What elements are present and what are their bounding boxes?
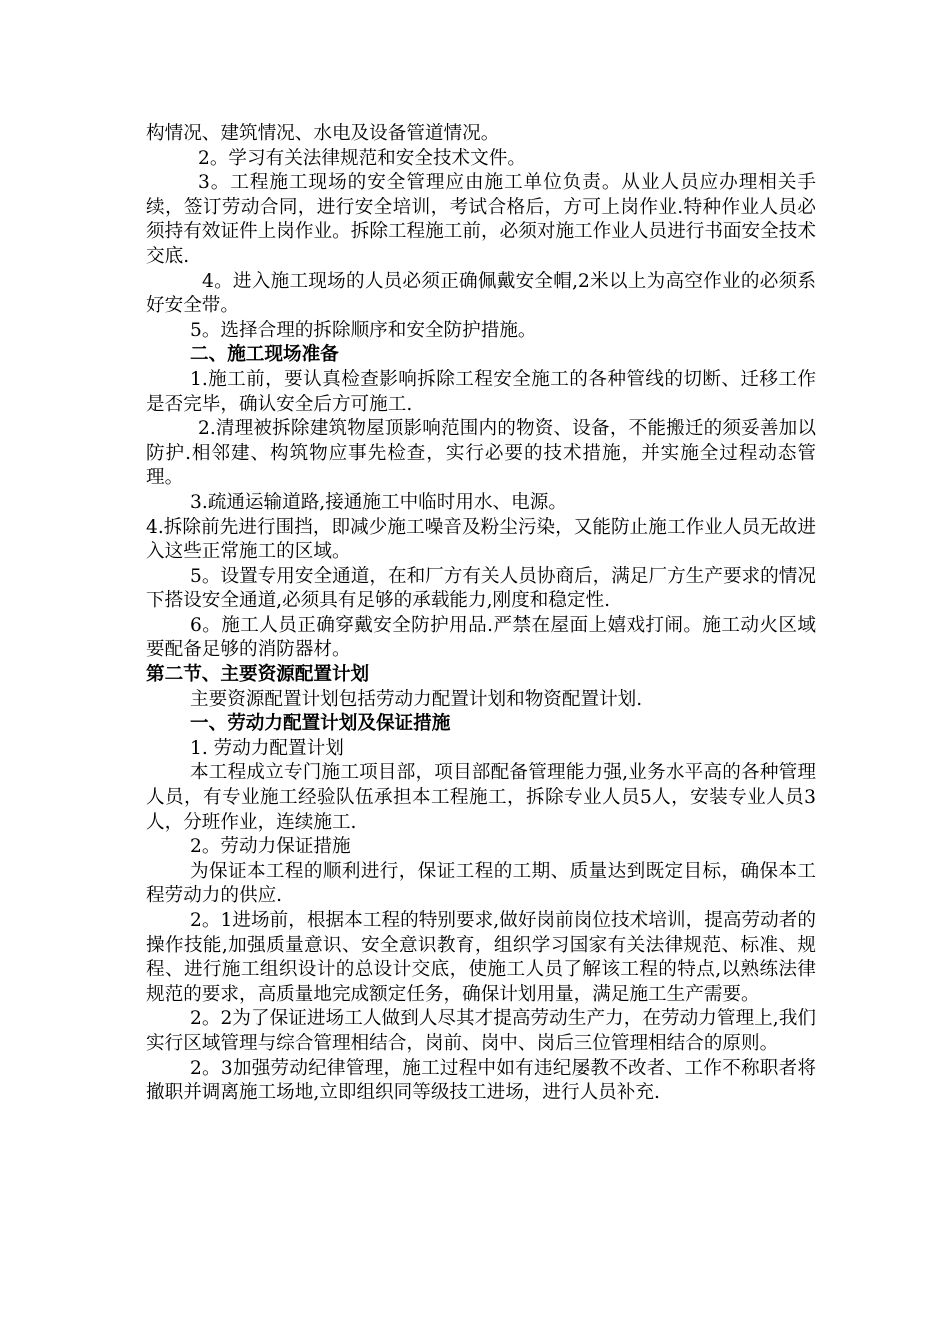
paragraph-2: 2。学习有关法律规范和安全技术文件。 <box>198 147 526 169</box>
paragraph-15: 2。劳动力保证措施 <box>190 836 351 858</box>
paragraph-17: 2。1进场前，根据本工程的特别要求,做好岗前岗位技术培训，提高劳动者的操作技能,加强质量意识、安全意识教育，组织学习国家有关法律规范、标准、规程、进行施工组织设计的总设计交底，使施工人员了解该工程的特点,以熟练法律规范的要求，高质量地完成额定任务，确保计划用量，满足施工生产需要。 <box>146 910 816 1005</box>
paragraph-18: 2。2为了保证进场工人做到人尽其才提高劳动生产力，在劳动力管理上,我们实行区域管理与综合管理相结合，岗前、岗中、岗后三位管理相结合的原则。 <box>146 1008 816 1054</box>
paragraph-13: 1. 劳动力配置计划 <box>190 737 344 759</box>
paragraph-14: 本工程成立专门施工项目部，项目部配备管理能力强,业务水平高的各种管理人员，有专业施工经验队伍承担本工程施工，拆除专业人员5人，安装专业人员3人，分班作业，连续施工. <box>146 762 816 833</box>
section-heading-labor-plan: 一、劳动力配置计划及保证措施 <box>190 713 451 735</box>
paragraph-4: 4。进入施工现场的人员必须正确佩戴安全帽,2米以上为高空作业的必须系好安全带。 <box>146 270 816 317</box>
chapter-heading-resource-plan: 第二节、主要资源配置计划 <box>146 664 370 686</box>
paragraph-3: 3。工程施工现场的安全管理应由施工单位负责。从业人员应办理相关手续，签订劳动合同，进行安全培训，考试合格后，方可上岗作业.特种作业人员必须持有效证件上岗作业。拆除工程施工前，必须对施工作业人员进行书面安全技术交底. <box>146 172 816 267</box>
paragraph-7: 2.清理被拆除建筑物屋顶影响范围内的物资、设备，不能搬迁的须妥善加以防护.相邻建、构筑物应事先检查，实行必要的技术措施，并实施全过程动态管理。 <box>146 418 816 489</box>
paragraph-1: 构情况、建筑情况、水电及设备管道情况。 <box>146 123 500 144</box>
paragraph-12: 主要资源配置计划包括劳动力配置计划和物资配置计划. <box>190 688 643 710</box>
paragraph-5: 5。选择合理的拆除顺序和安全防护措施。 <box>190 319 537 341</box>
section-heading-site-preparation: 二、施工现场准备 <box>190 344 339 366</box>
paragraph-11: 6。施工人员正确穿戴安全防护用品.严禁在屋面上嬉戏打闹。施工动火区域要配备足够的消防器材。 <box>146 614 816 661</box>
paragraph-19: 2。3加强劳动纪律管理，施工过程中如有违纪屡教不改者、工作不称职者将撤职并调离施工场地,立即组织同等级技工进场，进行人员补充. <box>146 1057 816 1104</box>
paragraph-6: 1.施工前，要认真检查影响拆除工程安全施工的各种管线的切断、迁移工作是否完毕，确认安全后方可施工. <box>146 368 816 415</box>
paragraph-10: 5。设置专用安全通道，在和厂方有关人员协商后，满足厂方生产要求的情况下搭设安全通道,必须具有足够的承载能力,刚度和稳定性. <box>146 565 816 612</box>
paragraph-16: 为保证本工程的顺利进行，保证工程的工期、质量达到既定目标，确保本工程劳动力的供应. <box>146 860 816 907</box>
document-body <box>146 122 816 1106</box>
paragraph-8: 3.疏通运输道路,接通施工中临时用水、电源。 <box>190 491 567 513</box>
paragraph-9: 4.拆除前先进行围挡，即减少施工噪音及粉尘污染，又能防止施工作业人员无故进入这些正常施工的区域。 <box>146 516 816 563</box>
